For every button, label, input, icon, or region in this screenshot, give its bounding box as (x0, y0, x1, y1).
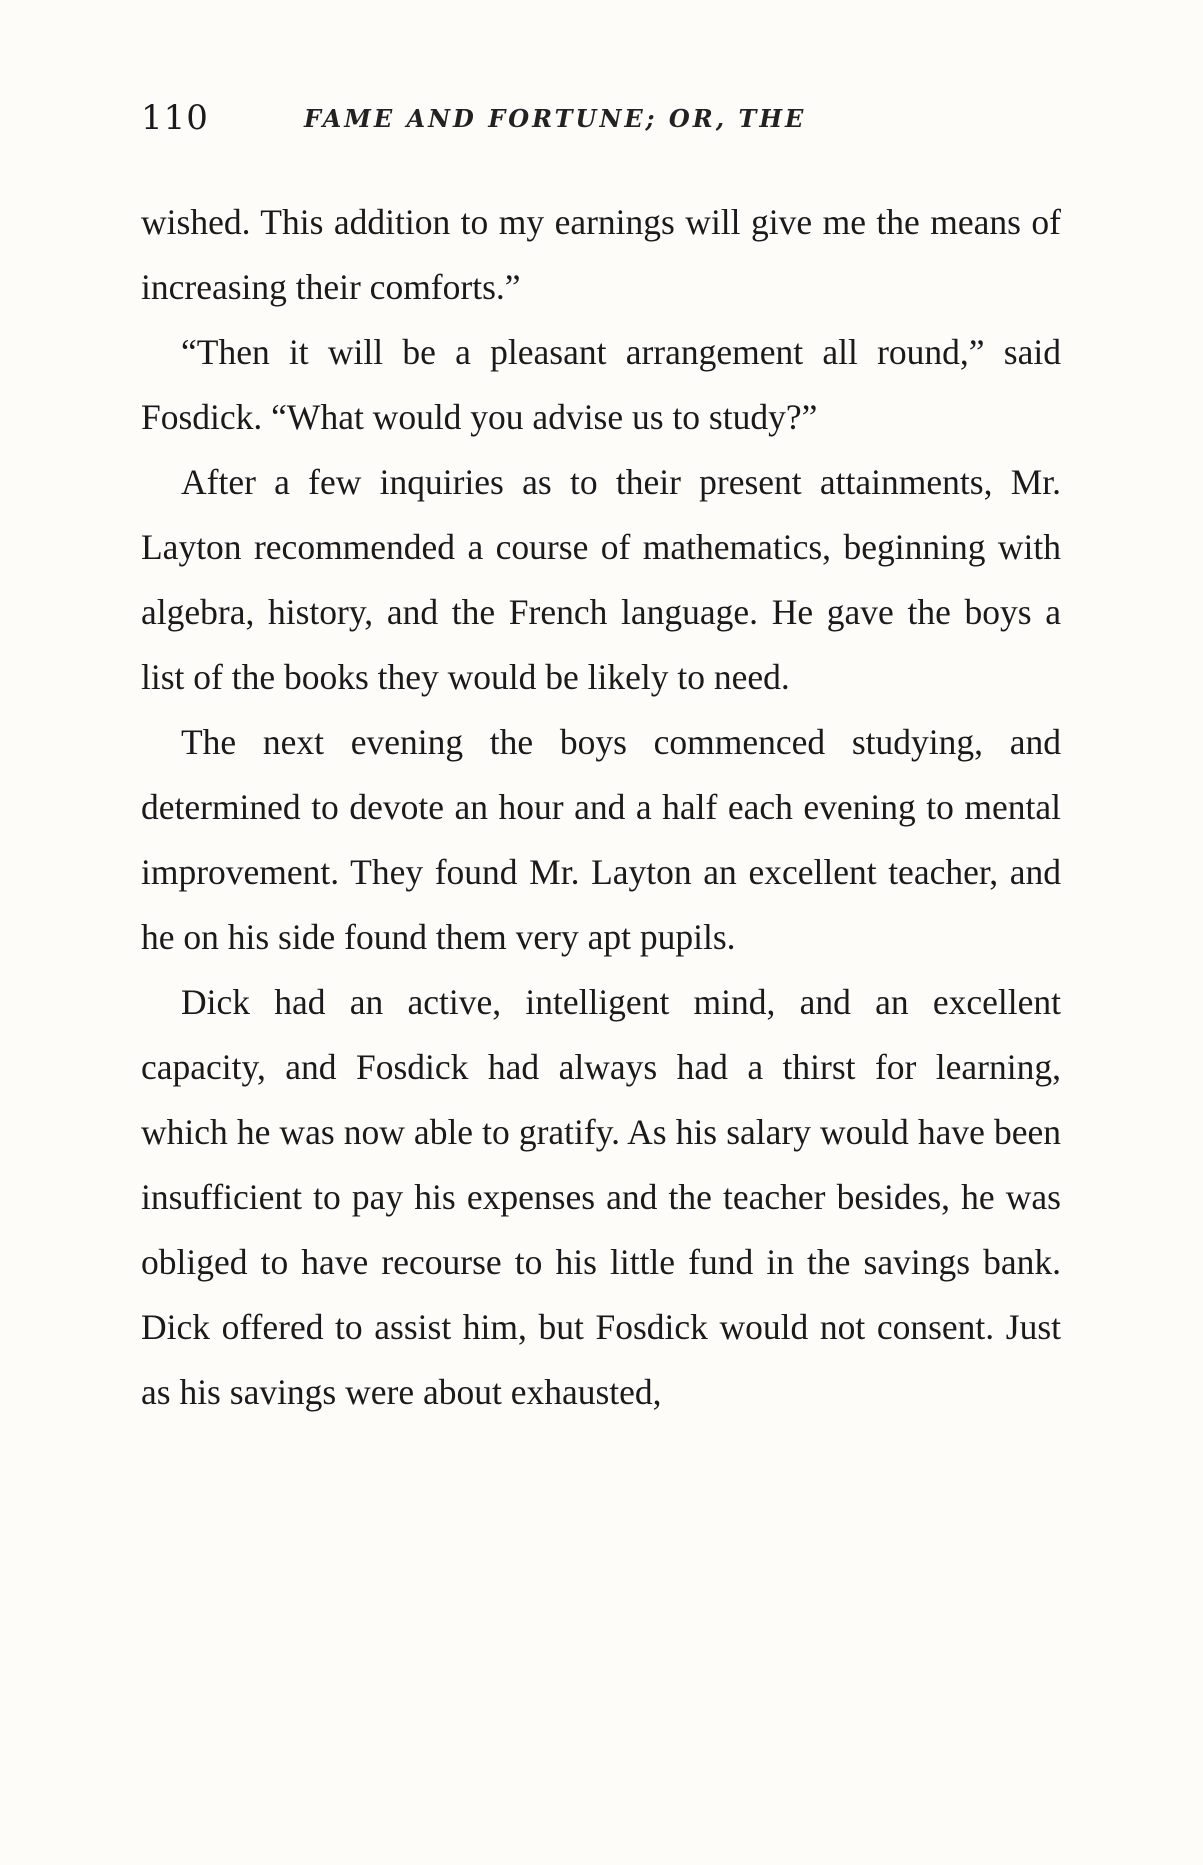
paragraph: The next evening the boys commenced studying, and determined to devote an hour and a half each evening to mental improvement. They found Mr. Layton an excellent teacher, and he on his side found them very apt pupils. (141, 722, 1061, 957)
running-head (141, 98, 1061, 148)
paragraph: “Then it will be a pleasant arrangement all round,” said Fosdick. “What would you advise us to study?” (141, 332, 1061, 437)
page-number: 110 (141, 98, 209, 138)
running-title: FAME AND FORTUNE; OR, THE (304, 104, 807, 133)
paragraph: wished. This addition to my earnings will give me the means of increasing their comforts.” (141, 202, 1061, 307)
paragraph: After a few inquiries as to their present attainments, Mr. Layton recommended a course of mathematics, beginning with algebra, history, and the French language. He gave the boys a list of the books they would be likely to need. (141, 462, 1061, 697)
body-text (141, 190, 1061, 1425)
paragraph: Dick had an active, intelligent mind, and an excellent capacity, and Fosdick had always had a thirst for learning, which he was now able to gratify. As his salary would have been insufficient to pay his expenses and the teacher besides, he was obliged to have recourse to his little fund in the savings bank. Dick offered to assist him, but Fosdick would not consent. Just as his savings were about exhausted, (141, 982, 1061, 1412)
